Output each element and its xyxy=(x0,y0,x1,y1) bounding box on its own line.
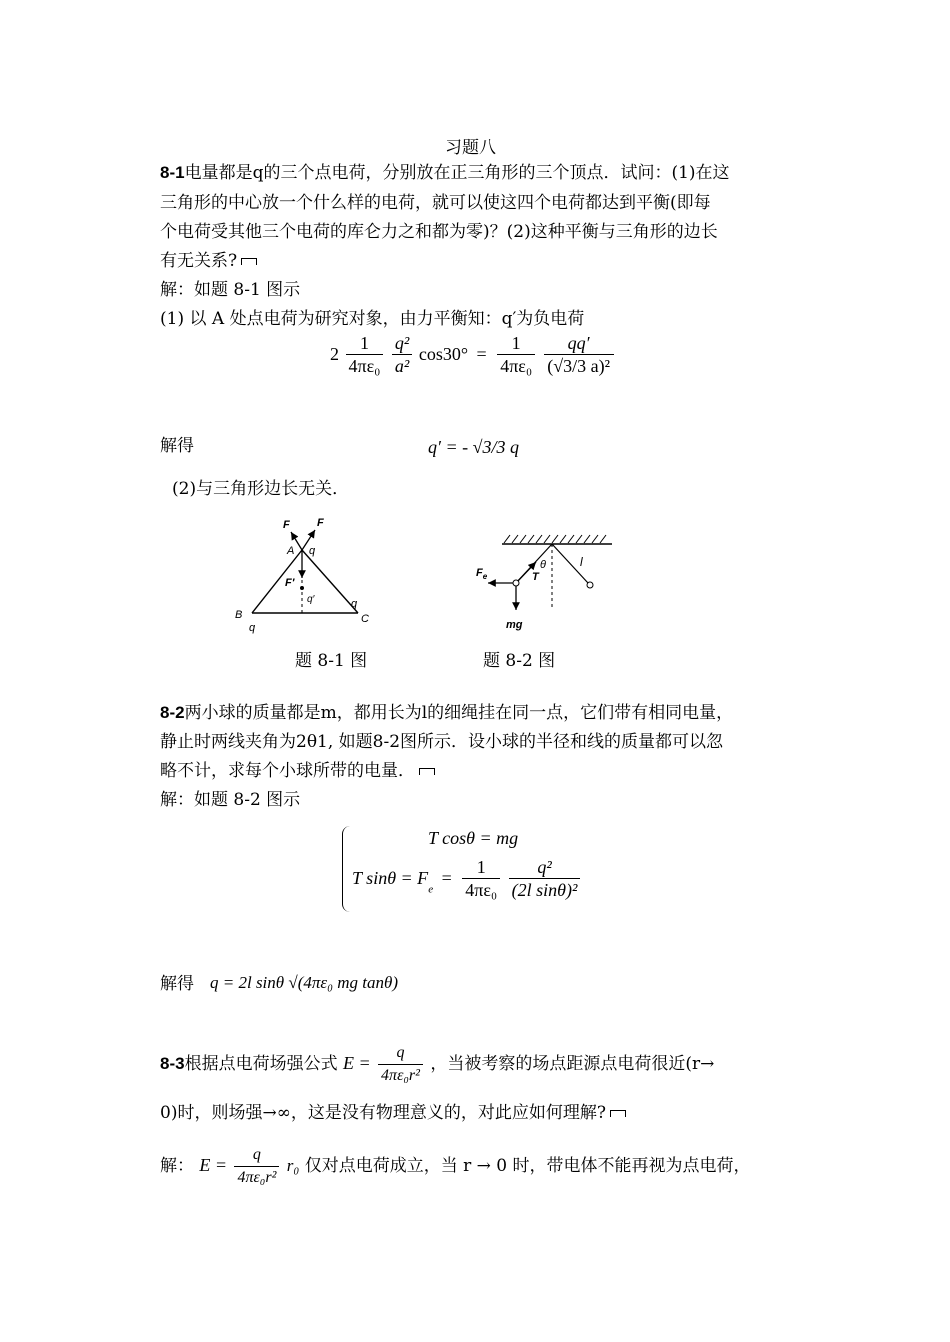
label-mg: mg xyxy=(506,619,523,631)
denominator: 4πε₀ xyxy=(462,878,500,901)
numerator: q xyxy=(252,1146,261,1163)
fraction xyxy=(462,856,500,901)
problem-8-2-line1 xyxy=(160,700,733,726)
equals: = xyxy=(441,868,452,888)
fraction xyxy=(497,332,535,377)
fraction xyxy=(544,332,614,377)
denominator: 4πε₀ xyxy=(497,354,535,377)
denominator: 4πε₀r² xyxy=(378,1064,423,1087)
solution-8-2-heading: 解：如题 8-2 图示 xyxy=(160,790,301,810)
label-l: l xyxy=(580,555,583,569)
text: 略不计，求每个小球所带的电量． xyxy=(160,761,415,781)
text: 0)时，则场强→∞，这是没有物理意义的，对此应如何理解? xyxy=(160,1103,606,1123)
system-brace xyxy=(342,826,351,912)
label-F-left: F xyxy=(283,519,290,531)
label-q-c: q xyxy=(351,598,358,610)
problem-8-2-line3 xyxy=(160,758,435,784)
return-mark xyxy=(241,258,257,265)
lhs: T sinθ = F xyxy=(352,868,429,888)
denominator: (√3/3 a)² xyxy=(544,354,614,377)
label-Fe: $F_e$ xyxy=(476,567,488,581)
fraction xyxy=(392,332,412,377)
fraction xyxy=(378,1042,423,1087)
text: 两小球的质量都是m，都用长为l的细绳挂在同一点，它们带有相同电量， xyxy=(184,703,734,723)
center-charge xyxy=(300,586,304,590)
numerator: q² xyxy=(537,857,552,877)
ceiling-hatching xyxy=(504,535,606,543)
label-B: B xyxy=(235,609,243,621)
figure-8-1-caption: 题 8-1 图 xyxy=(295,651,368,671)
solution-8-1-result: q′ = - √3/3 q xyxy=(428,437,519,457)
solution-8-2-result: q = 2l sinθ √(4πε₀ mg tanθ) xyxy=(210,973,399,992)
text: 有无关系? xyxy=(160,251,238,271)
problem-8-1-line3: 个电荷受其他三个电荷的库仑力之和都为零)？(2)这种平衡与三角形的边长 xyxy=(160,222,718,242)
equals: = xyxy=(476,344,487,364)
denominator: 4πε₀ xyxy=(346,354,384,377)
text: 电量都是q的三个点电荷，分别放在正三角形的三个顶点．试问：(1)在这 xyxy=(184,163,730,183)
unit-vector: r₀ xyxy=(286,1156,300,1175)
problem-8-1-line2: 三角形的中心放一个什么样的电荷，就可以使这四个电荷都达到平衡(即每 xyxy=(160,193,711,213)
equation-8-2-line2 xyxy=(352,856,582,901)
label-q-a: q xyxy=(309,545,316,557)
label-A: A xyxy=(287,545,295,557)
solution-8-1-heading: 解：如题 8-1 图示 xyxy=(160,280,301,300)
problem-8-1-line4 xyxy=(160,248,257,274)
solution-8-1-step2: (2)与三角形边长无关． xyxy=(172,479,350,499)
return-mark xyxy=(610,1110,626,1117)
label-C: C xyxy=(361,613,369,625)
page-title: 习题八 xyxy=(445,138,496,158)
cos-term: cos30° xyxy=(418,344,469,364)
problem-number: 8-3 xyxy=(160,1054,185,1073)
numerator: qq′ xyxy=(567,333,590,353)
problem-8-3-line1 xyxy=(160,1042,714,1082)
fraction xyxy=(509,856,581,901)
problem-8-1-line1 xyxy=(160,160,730,186)
numerator: 1 xyxy=(476,857,486,877)
solution-8-1-result-label: 解得 xyxy=(160,436,194,456)
return-mark xyxy=(419,768,435,775)
figure-8-1 xyxy=(225,510,385,640)
solution-label: 解： xyxy=(160,1156,194,1176)
field-vector: E = xyxy=(199,1155,228,1175)
problem-8-2-line2: 静止时两线夹角为2θ1, 如题8-2图所示．设小球的半径和线的质量都可以忽 xyxy=(160,732,724,752)
problem-number: 8-2 xyxy=(160,703,185,722)
figure-8-2-caption: 题 8-2 图 xyxy=(483,651,556,671)
denominator: 4πε₀r² xyxy=(234,1166,279,1189)
solution-8-2-result-label: 解得 xyxy=(160,974,194,994)
subscript: e xyxy=(428,883,434,896)
fraction xyxy=(346,332,384,377)
solution-8-1-step1: (1) 以 A 处点电荷为研究对象，由力平衡知：q′为负电荷 xyxy=(160,309,585,329)
coef: 2 xyxy=(330,344,339,364)
problem-number: 8-1 xyxy=(160,163,185,182)
numerator: 1 xyxy=(511,333,521,353)
triangle-side-ab xyxy=(252,550,302,613)
field-symbol: E = xyxy=(342,1053,371,1073)
numerator: 1 xyxy=(359,333,369,353)
numerator: q² xyxy=(394,333,410,353)
denominator: (2l sinθ)² xyxy=(509,878,581,901)
solution-8-3-line1 xyxy=(160,1140,751,1190)
problem-8-3-line2 xyxy=(160,1100,626,1126)
label-F-right: F xyxy=(317,517,324,529)
equation-8-1 xyxy=(330,332,616,377)
equation-8-2-line1: T cosθ = mg xyxy=(428,828,519,848)
numerator: q xyxy=(396,1044,405,1061)
denominator: a² xyxy=(392,354,412,377)
figure-8-2 xyxy=(470,530,620,635)
text: ，当被考察的场点距源点电荷很近(r→ xyxy=(430,1054,715,1074)
fraction xyxy=(234,1144,279,1189)
label-F-prime: F′ xyxy=(285,577,295,589)
ball-right xyxy=(587,582,593,588)
label-T: T xyxy=(532,571,539,583)
label-q-b: q xyxy=(249,622,256,634)
text: 根据点电荷场强公式 xyxy=(184,1054,338,1074)
label-theta: θ xyxy=(540,559,546,571)
label-q-prime: q′ xyxy=(307,594,315,605)
text: 仅对点电荷成立，当 r → 0 时，带电体不能再视为点电荷， xyxy=(304,1156,751,1176)
ball-left xyxy=(513,580,519,586)
